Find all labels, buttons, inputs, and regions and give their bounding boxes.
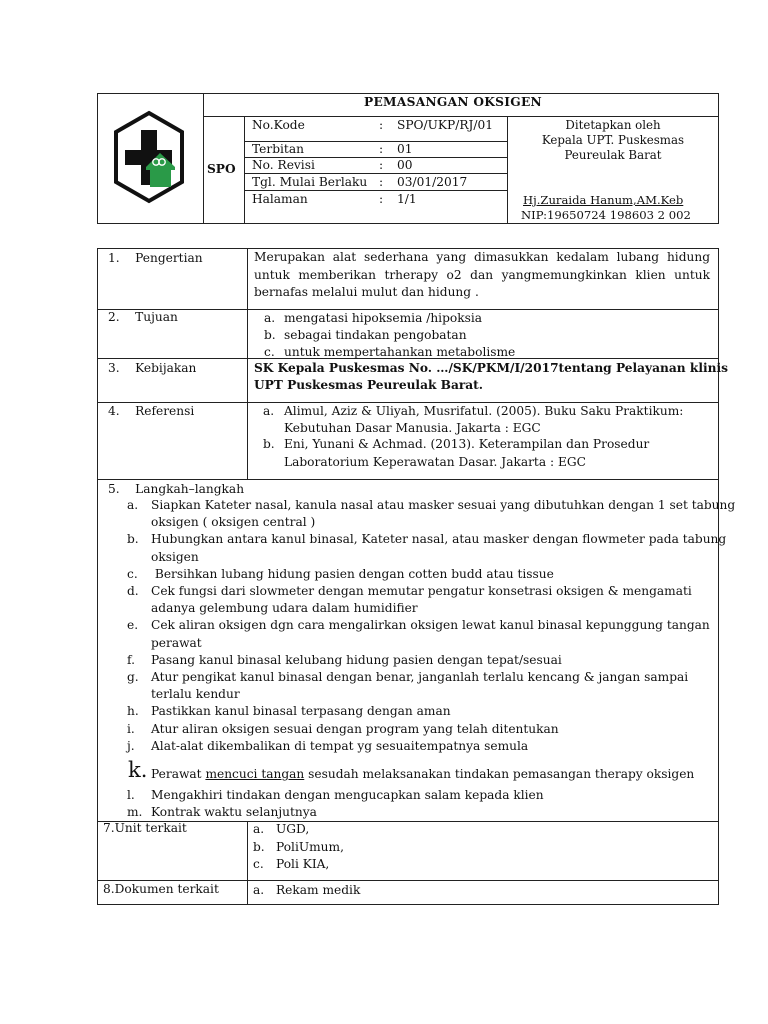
approval-line: Ditetapkan oleh: [565, 118, 661, 132]
list-item: [253, 821, 344, 839]
reference-line: Eni, Yunani & Achmad. (2013). Keterampilan dan Prosedur: [284, 437, 650, 451]
step-marker: g.: [127, 670, 139, 685]
step-k-text: [151, 767, 694, 782]
step-marker: f.: [127, 652, 135, 667]
field-sep: :: [379, 118, 384, 132]
step-marker: i.: [127, 721, 135, 736]
field-label-kode: No.Kode: [252, 118, 305, 132]
field-value-terbitan: 01: [397, 142, 413, 156]
document-title: PEMASANGAN OKSIGEN: [364, 95, 542, 109]
step-item: [127, 583, 735, 600]
section-label-pengertian: 1. Pengertian: [108, 251, 203, 265]
step-continuation: perawat: [151, 635, 202, 650]
list-marker: b.: [264, 328, 276, 342]
step-marker: j.: [127, 738, 135, 753]
step-marker: m.: [127, 804, 143, 819]
step-marker: d.: [127, 584, 139, 599]
approval-line: Kepala UPT. Puskesmas: [541, 133, 685, 147]
step-item: [127, 652, 735, 669]
field-label-tgl: Tgl. Mulai Berlaku: [252, 175, 368, 189]
step-item: [127, 703, 735, 720]
tujuan-list: [264, 310, 516, 361]
list-marker: b.: [253, 839, 265, 854]
step-continuation: adanya gelembung udara dalam humidifier: [151, 601, 418, 616]
list-marker: a.: [253, 883, 265, 897]
list-text: Poli KIA,: [276, 857, 330, 871]
step-text: Siapkan Kateter nasal, kanula nasal atau masker sesuai yang dibutuhkan dengan 1 set tabung: [151, 498, 736, 512]
list-item: [253, 856, 344, 874]
approval-block: [507, 118, 719, 163]
list-text: sebagai tindakan pengobatan: [284, 328, 467, 342]
field-label-revisi: No. Revisi: [252, 158, 315, 172]
step-marker: c.: [127, 566, 138, 581]
field-sep: :: [379, 142, 384, 156]
list-item: [264, 327, 515, 344]
step-item: [127, 497, 736, 514]
list-item: [264, 310, 515, 327]
list-text: Rekam medik: [276, 883, 361, 897]
list-text: PoliUmum,: [276, 839, 344, 854]
steps-list: [127, 497, 736, 755]
unit-list: [253, 821, 344, 874]
kebijakan-line: UPT Puskesmas Peureulak Barat.: [254, 378, 484, 392]
approval-line: Peureulak Barat: [564, 148, 662, 162]
list-marker: b.: [263, 437, 275, 451]
step-item: [127, 566, 735, 583]
step-item: [127, 787, 544, 804]
list-marker: c.: [264, 345, 275, 359]
field-value-tgl: 03/01/2017: [397, 175, 468, 189]
step-text: Atur aliran oksigen sesuai dengan program yang telah ditentukan: [151, 721, 559, 736]
step-item: [127, 531, 735, 548]
signer-name: Hj.Zuraida Hanum,AM.Keb: [523, 193, 684, 207]
dokumen-list: [253, 882, 361, 900]
pengertian-text: Merupakan alat sederhana yang dimasukkan kedalam lubang hidung untuk memberikan trherapy o2 dan yangmemungkinkan klien untuk bernafas melalui mulut dan hidung .: [254, 250, 710, 299]
list-text: UGD,: [276, 822, 310, 836]
signer-nip: NIP:19650724 198603 2 002: [521, 208, 691, 222]
field-label-halaman: Halaman: [252, 192, 308, 206]
step-marker: a.: [127, 498, 139, 512]
section-label-referensi: 4. Referensi: [108, 404, 195, 418]
spo-label: SPO: [207, 162, 236, 176]
step-item: [127, 804, 544, 821]
step-text: Mengakhiri tindakan dengan mengucapkan salam kepada klien: [151, 788, 544, 802]
step-text: sesudah melaksanakan tindakan pemasangan therapy oksigen: [304, 767, 695, 781]
kebijakan-line: SK Kepala Puskesmas No. …/SK/PKM/I/2017tentang Pelayanan klinis: [254, 361, 728, 375]
field-sep: :: [379, 192, 384, 206]
reference-line: Alimul, Aziz & Uliyah, Musrifatul. (2005). Buku Saku Praktikum:: [284, 404, 684, 418]
section-label-tujuan: 2. Tujuan: [108, 310, 178, 324]
step-text: Perawat: [151, 767, 206, 781]
list-text: untuk mempertahankan metabolisme: [284, 345, 516, 359]
step-text: Alat-alat dikembalikan di tempat yg sesuaitempatnya semula: [151, 738, 529, 753]
list-text: mengatasi hipoksemia /hipoksia: [284, 311, 483, 325]
step-text: Bersihkan lubang hidung pasien dengan cotten budd atau tissue: [151, 566, 554, 581]
field-label-terbitan: Terbitan: [252, 142, 304, 156]
step-continuation: terlalu kendur: [151, 687, 240, 702]
step-text: Pasang kanul binasal kelubang hidung pasien dengan tepat/sesuai: [151, 652, 562, 667]
list-marker: a.: [263, 404, 275, 418]
reference-line: Laboratorium Keperawatan Dasar. Jakarta : EGC: [284, 455, 586, 469]
step-marker: h.: [127, 704, 139, 719]
field-value-kode: SPO/UKP/RJ/01: [397, 118, 494, 132]
step-text: Pastikkan kanul binasal terpasang dengan aman: [151, 704, 451, 719]
step-marker: e.: [127, 618, 139, 633]
step-item: [127, 721, 735, 738]
field-value-revisi: 00: [397, 158, 413, 172]
section-label-langkah: 5. Langkah–langkah: [108, 482, 245, 496]
steps-list-tail: [127, 787, 544, 820]
list-marker: a.: [253, 822, 265, 836]
step-text: Atur pengikat kanul binasal dengan benar, janganlah terlalu kencang & jangan sampai: [151, 670, 689, 685]
section-label-dokumen: 8.Dokumen terkait: [103, 882, 219, 896]
list-marker: c.: [253, 857, 264, 871]
list-item: [253, 882, 361, 900]
step-marker: l.: [127, 788, 135, 802]
field-value-halaman: 1/1: [397, 192, 417, 206]
step-text: Hubungkan antara kanul binasal, Kateter nasal, atau masker dengan flowmeter pada tabung: [151, 532, 727, 547]
list-marker: a.: [264, 311, 276, 325]
step-text-underlined: mencuci tangan: [205, 767, 305, 781]
section-label-unit: 7.Unit terkait: [103, 821, 187, 835]
puskesmas-logo: [113, 110, 185, 205]
field-sep: :: [379, 158, 384, 172]
step-text: Cek fungsi dari slowmeter dengan memutar pengatur konsetrasi oksigen & mengamati: [151, 584, 692, 599]
step-item: [127, 617, 735, 634]
step-item: [127, 738, 735, 755]
step-marker: b.: [127, 532, 139, 547]
step-continuation: oksigen ( oksigen central ): [151, 515, 316, 530]
reference-line: Kebutuhan Dasar Manusia. Jakarta : EGC: [284, 421, 541, 435]
field-sep: :: [379, 175, 384, 189]
step-text: Kontrak waktu selanjutnya: [151, 804, 317, 819]
step-text: Cek aliran oksigen dgn cara mengalirkan oksigen lewat kanul binasal kepunggung tangan: [151, 618, 710, 633]
section-label-kebijakan: 3. Kebijakan: [108, 361, 197, 375]
list-item: [253, 839, 344, 857]
list-item: [264, 344, 516, 361]
step-item: [127, 669, 735, 686]
step-continuation: oksigen: [151, 549, 199, 564]
step-marker-large: k.: [128, 758, 148, 782]
